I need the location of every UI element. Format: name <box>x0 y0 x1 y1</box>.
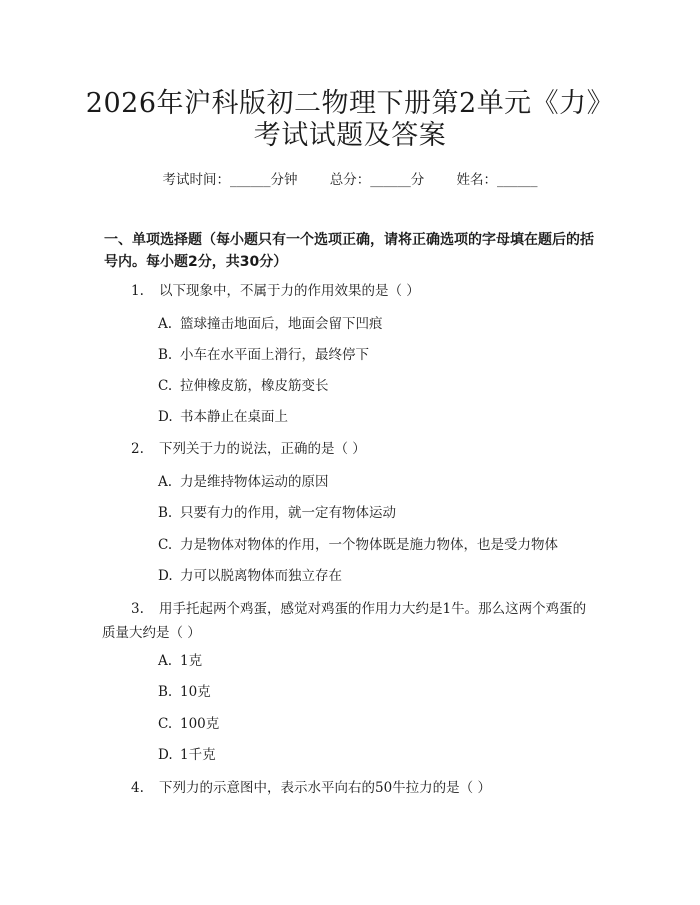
option-2a <box>158 471 329 493</box>
question-text: 以下现象中，不属于力的作用效果的是（ ） <box>159 283 420 299</box>
question-text: 下列关于力的说法，正确的是（ ） <box>159 441 366 457</box>
option-letter: C. <box>158 716 173 732</box>
option-text: 100克 <box>180 716 220 732</box>
time-label: 考试时间： <box>162 172 230 188</box>
option-letter: C. <box>158 537 173 553</box>
question-2 <box>131 437 601 461</box>
option-letter: A. <box>158 474 173 490</box>
option-3b <box>158 681 211 703</box>
option-2b <box>158 502 396 524</box>
option-text: 1千克 <box>180 747 216 763</box>
section-heading <box>104 229 604 273</box>
option-text: 1克 <box>180 653 203 669</box>
section-heading-line1: 一、单项选择题（每小题只有一个选项正确，请将正确选项的字母填在题后的括 <box>104 232 594 248</box>
option-1c <box>158 375 329 397</box>
option-text: 力可以脱离物体而独立存在 <box>180 568 342 584</box>
score-unit: 分 <box>410 172 425 188</box>
option-letter: B. <box>158 505 173 521</box>
exam-title-line2: 考试试题及答案 <box>253 120 447 151</box>
question-text-line1: 用手托起两个鸡蛋，感觉对鸡蛋的作用力大约是1牛。那么这两个鸡蛋的 <box>159 601 587 617</box>
question-3 <box>102 597 601 645</box>
option-3a <box>158 650 202 672</box>
option-1a <box>158 313 383 335</box>
question-1 <box>131 279 601 303</box>
option-text: 只要有力的作用，就一定有物体运动 <box>180 505 396 521</box>
option-1b <box>158 344 369 366</box>
option-3c <box>158 713 219 735</box>
section-heading-line2: 号内。每小题2分，共30分） <box>104 254 288 270</box>
option-letter: A. <box>158 653 173 669</box>
question-text: 下列力的示意图中，表示水平向右的50牛拉力的是（ ） <box>159 780 491 796</box>
option-2c <box>158 534 558 556</box>
question-number: 4. <box>131 780 144 796</box>
score-blank: ______ <box>370 172 411 188</box>
score-label: 总分： <box>329 172 371 188</box>
option-letter: D. <box>158 409 173 425</box>
time-blank: ______ <box>229 172 271 188</box>
question-number: 2. <box>131 441 144 457</box>
option-letter: A. <box>158 316 173 332</box>
exam-name <box>457 172 538 188</box>
option-text: 篮球撞击地面后，地面会留下凹痕 <box>180 316 383 332</box>
option-text: 力是物体对物体的作用，一个物体既是施力物体，也是受力物体 <box>180 537 558 553</box>
option-3d <box>158 744 216 766</box>
option-text: 10克 <box>180 684 211 700</box>
option-letter: D. <box>158 568 173 584</box>
option-text: 力是维持物体运动的原因 <box>180 474 329 490</box>
name-blank: ______ <box>497 172 538 188</box>
name-label: 姓名： <box>456 172 498 188</box>
question-number: 1. <box>131 283 144 299</box>
exam-meta <box>0 168 700 188</box>
option-letter: D. <box>158 747 173 763</box>
option-text: 小车在水平面上滑行，最终停下 <box>180 347 369 363</box>
option-2d <box>158 565 342 587</box>
option-letter: B. <box>158 347 173 363</box>
option-text: 书本静止在桌面上 <box>180 409 288 425</box>
question-text-line2: 质量大约是（ ） <box>102 625 201 641</box>
option-text: 拉伸橡皮筋，橡皮筋变长 <box>180 378 329 394</box>
exam-title-line1: 2026年沪科版初二物理下册第2单元《力》 <box>85 88 615 119</box>
option-letter: C. <box>158 378 173 394</box>
option-letter: B. <box>158 684 173 700</box>
option-1d <box>158 406 288 428</box>
time-unit: 分钟 <box>270 172 298 188</box>
exam-score <box>330 172 425 188</box>
question-number: 3. <box>131 601 144 617</box>
exam-time <box>162 172 297 188</box>
question-4 <box>131 776 601 800</box>
